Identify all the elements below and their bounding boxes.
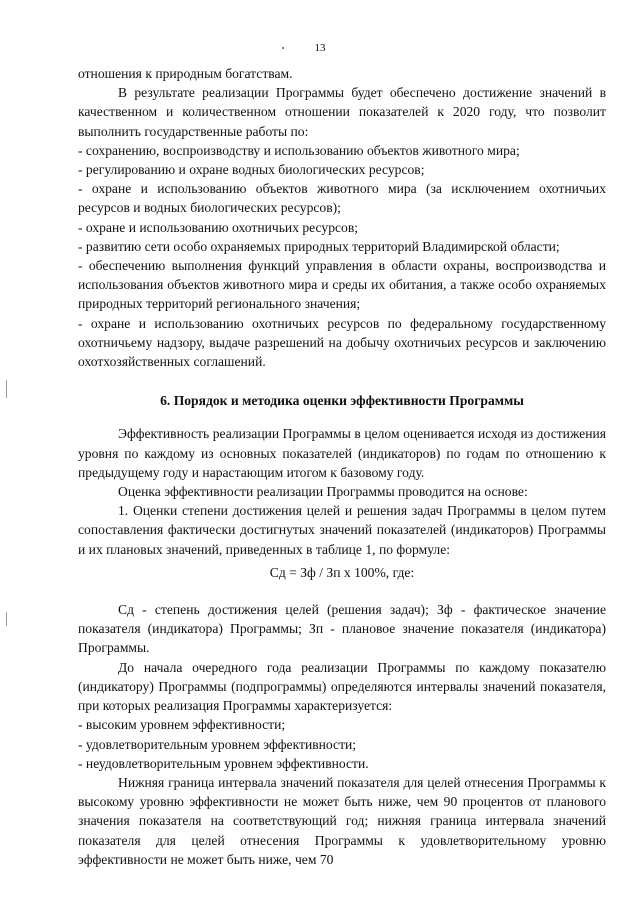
paragraph-method: 1. Оценки степени достижения целей и решения задач Программы в целом путем сопоставления фактически достигнутых значений показателей (индикаторов) Программы и их плановых значений, приведенных в таблице 1, по формуле: [78,503,606,557]
paragraph-continuation: отношения к природным богатствам. [78,66,293,81]
formula: Сд = Зф / Зп х 100%, где: [269,564,415,580]
page-number: 13 [314,42,326,54]
document-body [78,64,606,869]
list-item-work: - обеспечению выполнения функций управления в области охраны, воспроизводства и использования объектов животного мира и среды их обитания, а также особо охраняемых природных территорий регионального значения; [78,258,606,312]
list-item-level: - высоким уровнем эффективности; [78,717,286,733]
list-item-work: - регулированию и охране водных биологических ресурсов; [78,162,425,178]
list-item-work: - развитию сети особо охраняемых природных территорий Владимирской области; [78,238,560,254]
scan-edge-mark [6,612,7,626]
list-item-work: - охране и использованию объектов животного мира (за исключением охотничьих ресурсов и водных биологических ресурсов); [78,181,606,216]
paragraph-boundaries: Нижняя граница интервала значений показателя для целей отнесения Программы к высокому уровню эффективности не может быть ниже, чем 90 процентов от планового значения показателя на соответствующий год; нижняя граница интервала значений показателя для целей отнесения Программы к удовлетворительному уровню эффективности не может быть ниже, чем 70 [78,774,606,867]
paragraph-legend: Сд - степень достижения целей (решения задач); Зф - фактическое значение показателя (индикатора) Программы; Зп - плановое значение показателя (индикатора) Программы. [78,602,606,656]
paragraph-result: В результате реализации Программы будет обеспечено достижение значений в качественном и количественном отношении показателей к 2020 году, что позволит выполнить государственные работы по: [78,85,606,139]
paragraph-basis: Оценка эффективности реализации Программы проводится на основе: [118,484,528,500]
list-item-work: - охране и использованию охотничьих ресурсов по федеральному государственному охотничьему надзору, выдаче разрешений на добычу охотничьих ресурсов и заключению охотхозяйственных соглашений. [78,315,606,370]
paragraph-efficiency: Эффективность реализации Программы в целом оценивается исходя из достижения уровня по каждому из основных показателей (индикаторов) по годам по отношению к предыдущему году и нарастающим итогом к базовому году. [78,426,606,480]
list-item-level: - неудовлетворительным уровнем эффективности. [78,755,369,771]
section-heading: 6. Порядок и методика оценки эффективности Программы [160,393,524,409]
list-item-work: - охране и использованию охотничьих ресурсов; [78,219,359,235]
paragraph-intervals: До начала очередного года реализации Программы по каждому показателю (индикатору) Программы (подпрограммы) определяются интервалы значений показателя, при которых реализация Программы характеризуется: [78,659,606,714]
scan-edge-mark [6,380,7,398]
scan-speck [282,47,284,49]
list-item-level: - удовлетворительным уровнем эффективности; [78,736,357,752]
list-item-work: - сохранению, воспроизводству и использованию объектов животного мира; [78,142,520,158]
